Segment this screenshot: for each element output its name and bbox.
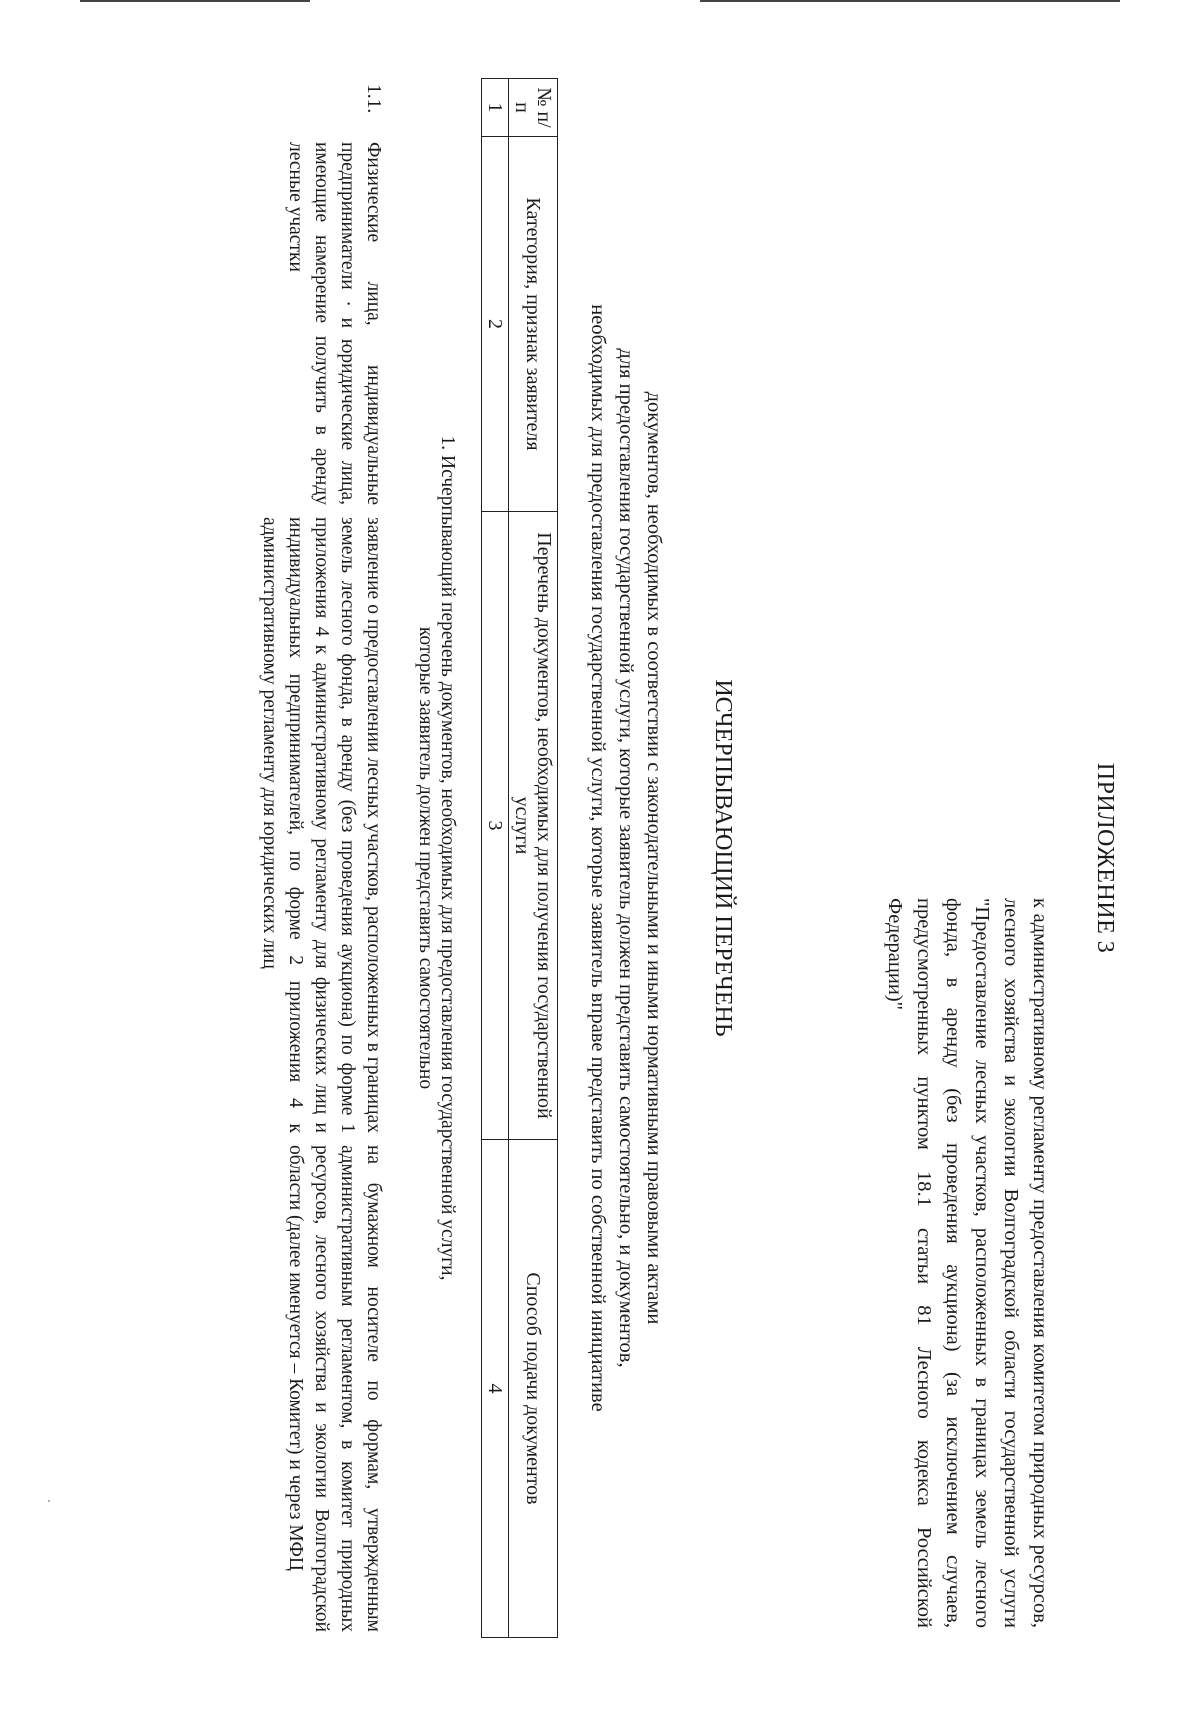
- row-documents: заявление о предоставлении лесных участков, расположенных в границах земель лесного фонда, в аренду (без проведения аукциона) по форме 1 приложения 4 к административному регламенту для физических лиц и индивидуальных предпринимателей, по форме 2 приложения 4 к административному регламенту для юридических лиц: [259, 517, 384, 1133]
- row-method: на бумажном носителе по формам, утвержденным административным регламентом, в комитет природных ресурсов, лесного хозяйства и экологии Волгоградской области (далее именуется – Комитет) и через МФЦ: [285, 1145, 384, 1632]
- header-cell-method: Способ подачи документов: [509, 1140, 558, 1638]
- row-category: Физические лица, индивидуальные предприниматели · и юридические лица, имеющие намерение получить в аренду лесные участки: [285, 142, 384, 505]
- column-number-row: [482, 79, 509, 1638]
- column-number: 3: [482, 512, 509, 1140]
- subtitle-line: для предоставления государственной услуги, которые заявитель должен представить самостоятельно, и документов,: [615, 348, 637, 1368]
- table-row: [256, 78, 386, 1638]
- document-subtitle: [584, 138, 668, 1578]
- page-content: [98, 78, 1118, 1638]
- subtitle-line: необходимых для предоставления государственной услуги, которые заявитель вправе представить по собственной инициативе: [587, 304, 609, 1412]
- column-number: 4: [482, 1140, 509, 1638]
- documents-table-header: [481, 78, 558, 1638]
- section-title: [414, 118, 458, 1598]
- appendix-title: ПРИЛОЖЕНИЕ 3: [1092, 762, 1118, 954]
- section-title-line: 1. Исчерпывающий перечень документов, необходимых для предоставления государственной услуги,: [437, 435, 458, 1281]
- appendix-note: к административному регламенту предоставления комитетом природных ресурсов, лесного хозяйства и экологии Волгоградской области государственной услуги "Предоставление лесных участков, расположенных в границах земель лесного фонда, в аренду (без проведения аукциона) (за исключением случаев, предусмотренных пунктом 18.1 статьи 81 Лесного кодекса Российской Федерации)": [884, 898, 1051, 1628]
- header-cell-category: Категория, признак заявителя: [509, 137, 558, 512]
- row-number: 1.1.: [363, 84, 384, 114]
- documents-table-body: [256, 78, 386, 1638]
- column-number: 2: [482, 137, 509, 512]
- header-cell-documents: Перечень документов, необходимых для получения государственной услуги: [509, 512, 558, 1140]
- table-header-row: [509, 79, 558, 1638]
- subtitle-line: документов, необходимых в соответствии с законодательными и иными нормативными правовыми актами: [643, 391, 665, 1325]
- header-cell-number: № п/п: [509, 79, 558, 137]
- section-title-line: которые заявитель должен представить самостоятельно: [415, 626, 436, 1090]
- document-title: ИСЧЕРПЫВАЮЩИЙ ПЕРЕЧЕНЬ: [710, 679, 736, 1037]
- column-number: 1: [482, 79, 509, 137]
